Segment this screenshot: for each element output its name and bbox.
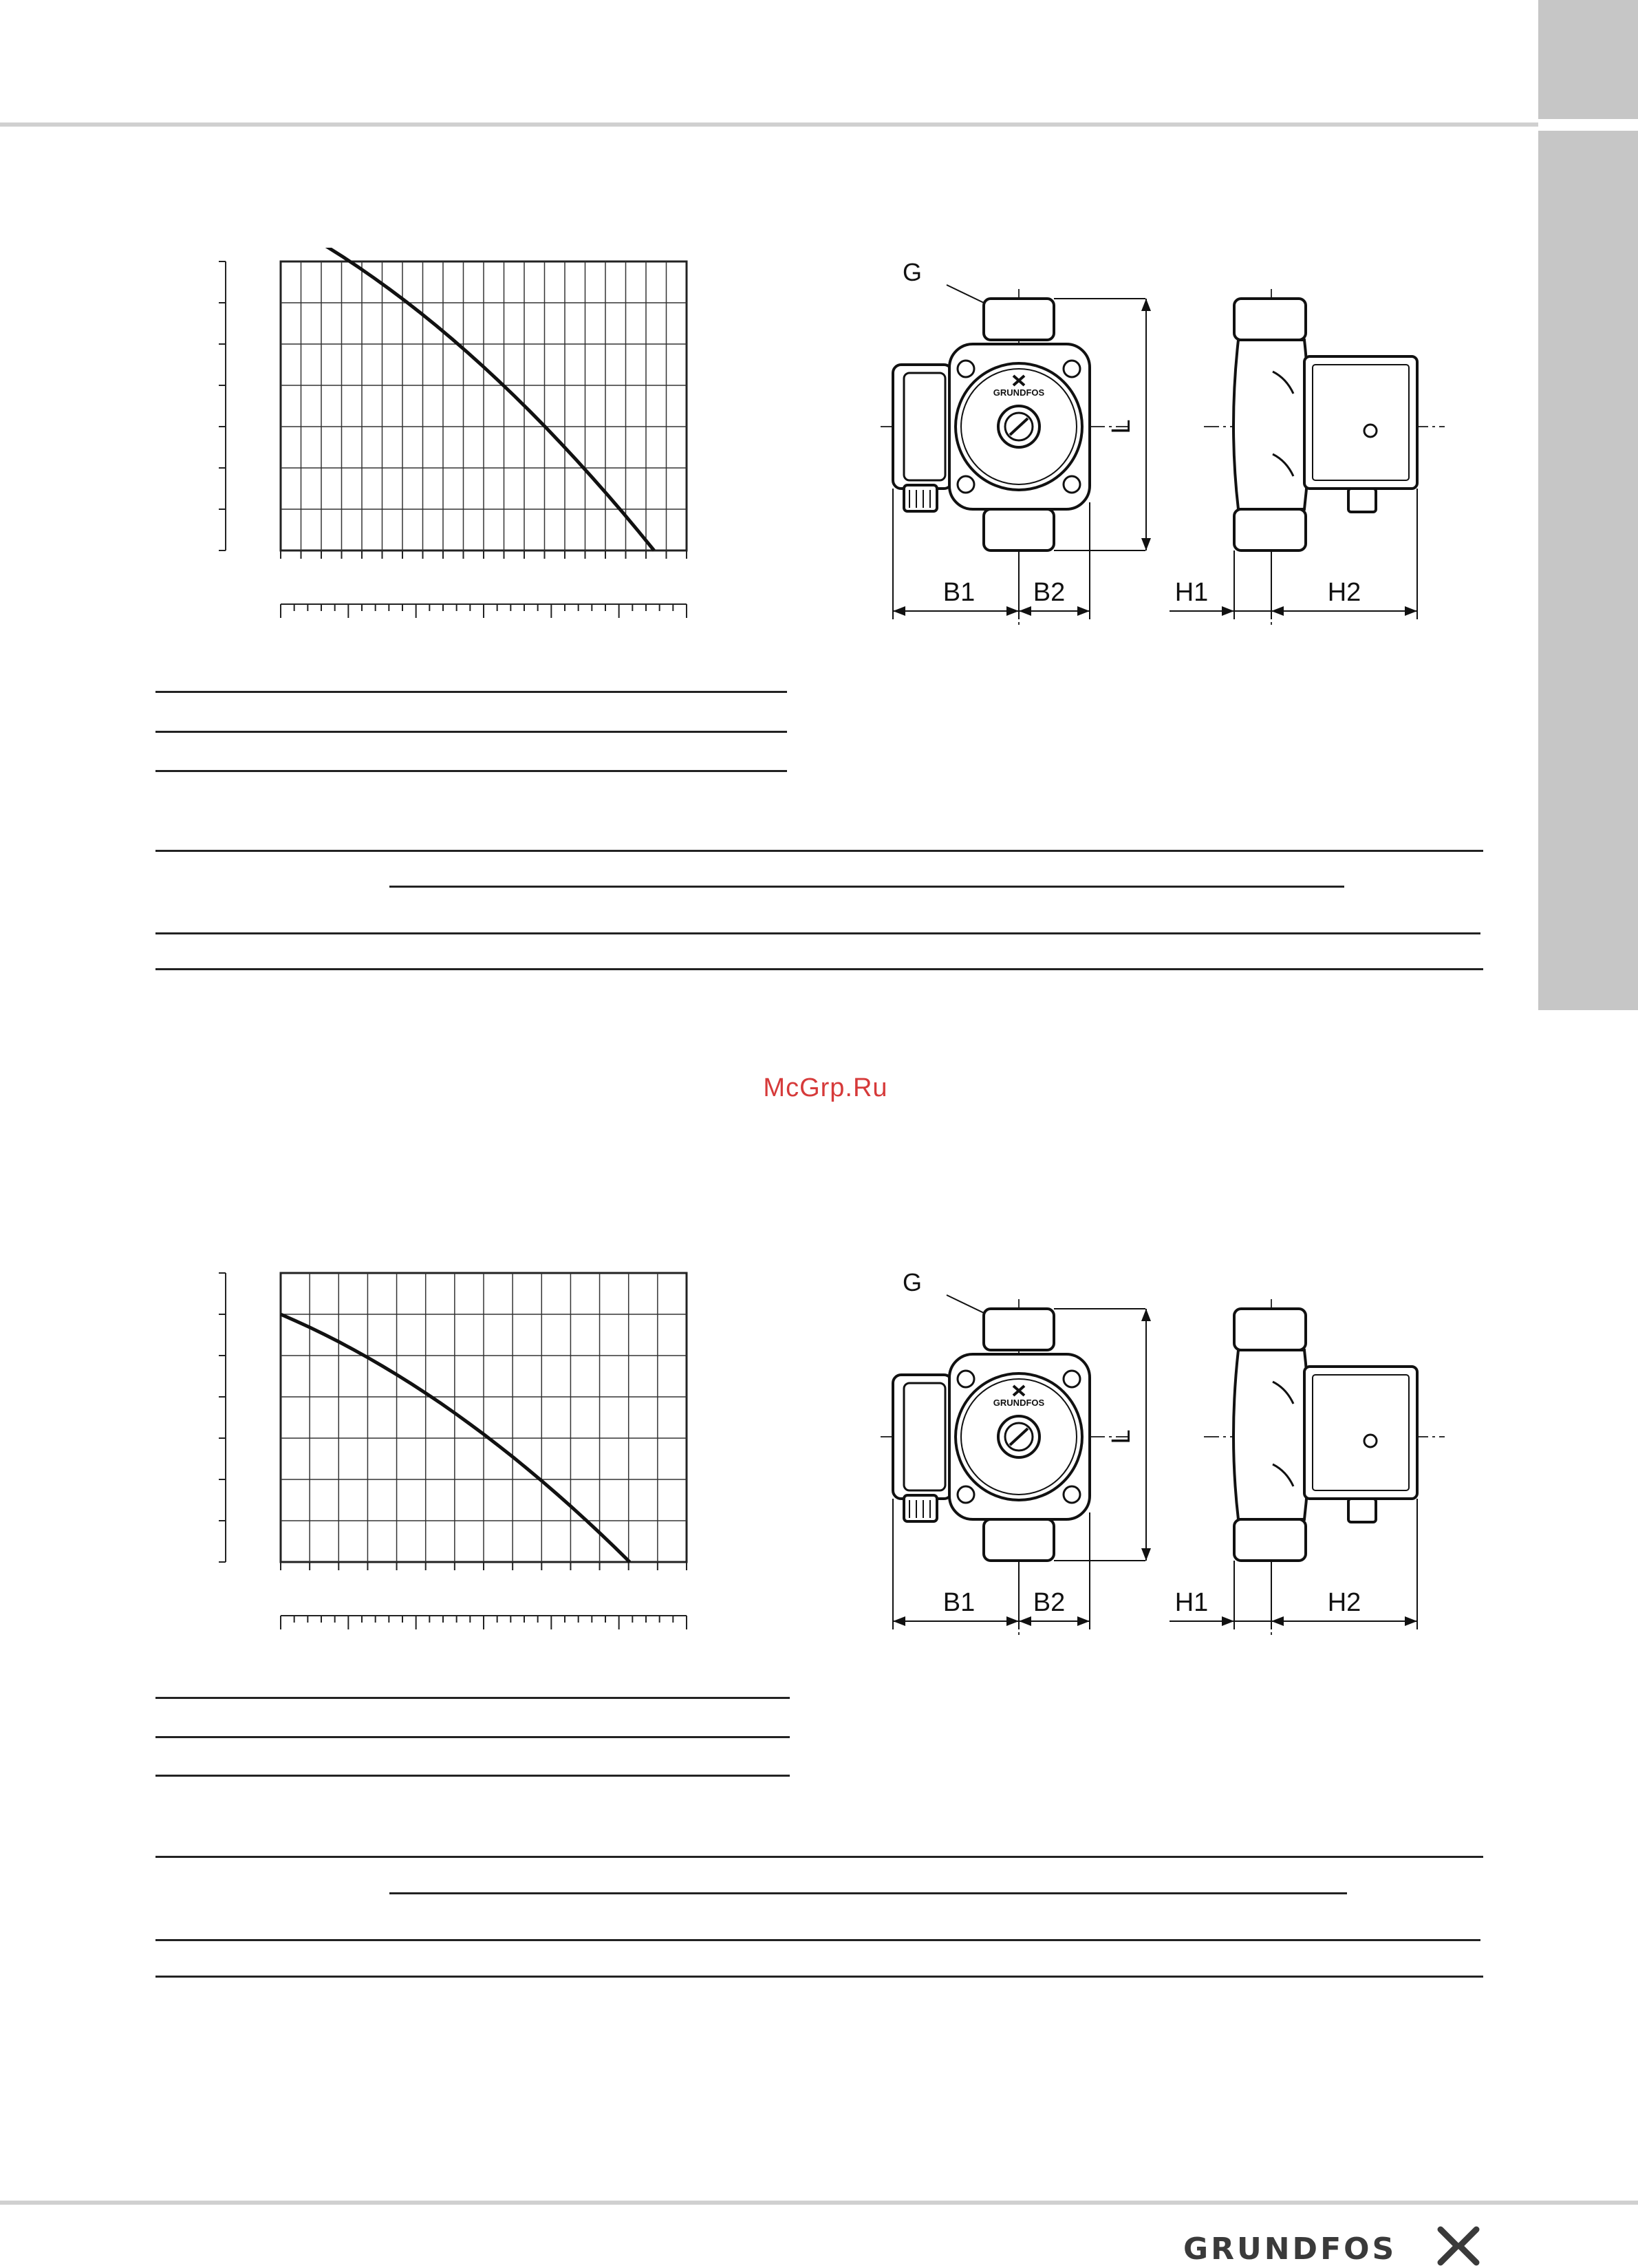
table-rule xyxy=(155,1856,1483,1858)
table-rule xyxy=(155,1775,790,1777)
side-view xyxy=(1204,289,1445,626)
pump-logo-text: GRUNDFOS xyxy=(993,387,1045,398)
pump-curve-line xyxy=(281,248,654,550)
chart-grid xyxy=(281,1273,687,1562)
label-b1: B1 xyxy=(942,1588,976,1617)
table-rule xyxy=(155,1697,790,1699)
table-rule xyxy=(155,968,1483,970)
table-rule xyxy=(155,932,1480,934)
pump-curve-chart-2 xyxy=(206,1259,743,1645)
header-rule xyxy=(0,122,1538,127)
front-view xyxy=(881,289,1128,626)
grundfos-logo-icon xyxy=(1436,2224,1480,2268)
chart-axes xyxy=(219,1273,687,1629)
label-b2: B2 xyxy=(1033,578,1066,607)
chart-axes xyxy=(219,261,687,618)
table-rule xyxy=(155,850,1483,852)
chart-grid xyxy=(281,261,687,550)
table-rule xyxy=(155,770,787,772)
label-l: L xyxy=(1107,419,1136,434)
table-rule xyxy=(155,691,787,693)
pump-logo-text: GRUNDFOS xyxy=(993,1398,1045,1408)
pump-dimension-drawing-1 xyxy=(881,248,1458,626)
side-view xyxy=(1204,1299,1445,1636)
label-h2: H2 xyxy=(1327,578,1361,607)
label-b1: B1 xyxy=(942,578,976,607)
table-rule xyxy=(155,1976,1483,1978)
label-g: G xyxy=(903,258,923,286)
label-g: G xyxy=(903,1268,923,1296)
table-rule xyxy=(155,1736,790,1738)
table-rule xyxy=(155,1939,1480,1941)
side-tab xyxy=(1538,131,1638,1010)
side-tab-top xyxy=(1538,0,1638,119)
watermark: McGrp.Ru xyxy=(763,1073,888,1102)
pump-curve-chart-1 xyxy=(206,248,743,633)
label-h2: H2 xyxy=(1327,1588,1361,1617)
label-h1: H1 xyxy=(1174,1588,1209,1617)
label-b2: B2 xyxy=(1033,1588,1066,1617)
label-h1: H1 xyxy=(1174,578,1209,607)
front-view xyxy=(881,1299,1128,1636)
table-rule xyxy=(389,886,1344,888)
table-rule xyxy=(155,731,787,733)
brand-logo-text: GRUNDFOS xyxy=(1183,2232,1397,2267)
table-rule xyxy=(389,1892,1347,1894)
footer-rule xyxy=(0,2201,1638,2205)
label-l: L xyxy=(1107,1429,1136,1444)
pump-dimension-drawing-2 xyxy=(881,1258,1458,1636)
